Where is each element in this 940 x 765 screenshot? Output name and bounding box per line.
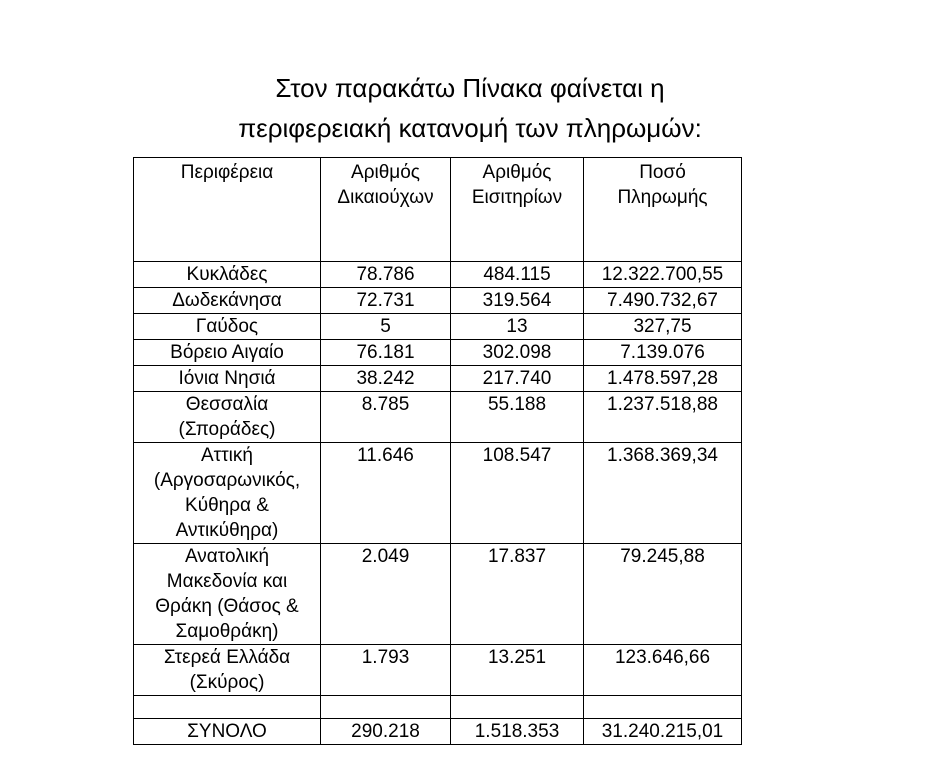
table-row: [134, 645, 742, 696]
cell-tickets: 484.115: [451, 262, 584, 288]
cell-region: Αττική (Αργοσαρωνικός, Κύθηρα & Αντικύθηρα): [134, 443, 321, 544]
cell-amount: 327,75: [584, 314, 742, 340]
empty-cell: [321, 696, 451, 719]
cell-tickets: 17.837: [451, 544, 584, 645]
table-row: [134, 314, 742, 340]
cell-amount: 12.322.700,55: [584, 262, 742, 288]
table-row: [134, 366, 742, 392]
empty-cell: [584, 696, 742, 719]
table-row: [134, 340, 742, 366]
cell-region: Ιόνια Νησιά: [134, 366, 321, 392]
total-label: ΣΥΝΟΛΟ: [134, 719, 321, 745]
table-row: [134, 392, 742, 443]
cell-tickets: 13: [451, 314, 584, 340]
cell-amount: 7.490.732,67: [584, 288, 742, 314]
header-payment-amount: Ποσό Πληρωμής: [584, 158, 742, 262]
cell-beneficiaries: 78.786: [321, 262, 451, 288]
cell-region: Ανατολική Μακεδονία και Θράκη (Θάσος & Σαμοθράκη): [134, 544, 321, 645]
cell-region: Βόρειο Αιγαίο: [134, 340, 321, 366]
empty-cell: [134, 696, 321, 719]
cell-amount: 7.139.076: [584, 340, 742, 366]
cell-beneficiaries: 8.785: [321, 392, 451, 443]
table-header-row: [134, 158, 742, 262]
cell-region: Γαύδος: [134, 314, 321, 340]
cell-tickets: 217.740: [451, 366, 584, 392]
cell-region: Κυκλάδες: [134, 262, 321, 288]
cell-beneficiaries: 11.646: [321, 443, 451, 544]
cell-amount: 1.478.597,28: [584, 366, 742, 392]
cell-tickets: 302.098: [451, 340, 584, 366]
cell-beneficiaries: 38.242: [321, 366, 451, 392]
title-line-2: περιφερειακή κατανομή των πληρωμών:: [238, 113, 702, 143]
cell-amount: 1.368.369,34: [584, 443, 742, 544]
title-line-1: Στον παρακάτω Πίνακα φαίνεται η: [275, 73, 665, 103]
table-row: [134, 443, 742, 544]
cell-beneficiaries: 5: [321, 314, 451, 340]
cell-tickets: 108.547: [451, 443, 584, 544]
empty-cell: [451, 696, 584, 719]
cell-region: Στερεά Ελλάδα (Σκύρος): [134, 645, 321, 696]
payments-table: [133, 157, 742, 745]
cell-amount: 123.646,66: [584, 645, 742, 696]
total-beneficiaries: 290.218: [321, 719, 451, 745]
page-title: [0, 68, 940, 148]
cell-tickets: 319.564: [451, 288, 584, 314]
table-row: [134, 544, 742, 645]
cell-beneficiaries: 76.181: [321, 340, 451, 366]
cell-tickets: 13.251: [451, 645, 584, 696]
cell-region: Δωδεκάνησα: [134, 288, 321, 314]
total-row: [134, 719, 742, 745]
cell-amount: 79.245,88: [584, 544, 742, 645]
table-row: [134, 262, 742, 288]
cell-tickets: 55.188: [451, 392, 584, 443]
header-beneficiaries: Αριθμός Δικαιούχων: [321, 158, 451, 262]
cell-beneficiaries: 2.049: [321, 544, 451, 645]
cell-beneficiaries: 1.793: [321, 645, 451, 696]
header-region: Περιφέρεια: [134, 158, 321, 262]
cell-region: Θεσσαλία (Σποράδες): [134, 392, 321, 443]
total-amount: 31.240.215,01: [584, 719, 742, 745]
cell-amount: 1.237.518,88: [584, 392, 742, 443]
table-row: [134, 288, 742, 314]
header-tickets: Αριθμός Εισιτηρίων: [451, 158, 584, 262]
total-tickets: 1.518.353: [451, 719, 584, 745]
empty-row: [134, 696, 742, 719]
cell-beneficiaries: 72.731: [321, 288, 451, 314]
